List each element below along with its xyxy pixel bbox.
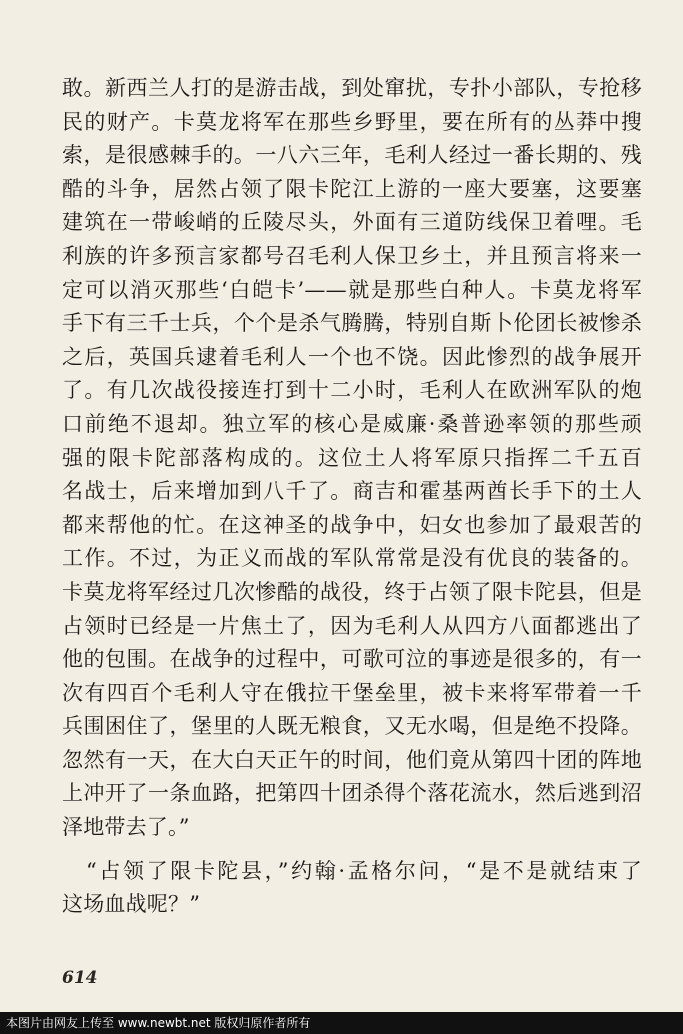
text-line: 敢。新西兰人打的是游击战，到处窜扰，专扑小部队，专抢移 xyxy=(62,76,642,100)
body-text xyxy=(62,72,642,922)
text-line: 索，是很感棘手的。一八六三年，毛利人经过一番长期的、残 xyxy=(62,143,642,168)
text-line: 利族的许多预言家都号召毛利人保卫乡土，并且预言将来一 xyxy=(62,243,642,268)
text-line: 次有四百个毛利人守在俄拉干堡垒里，被卡来将军带着一千 xyxy=(62,680,642,705)
text-line: 占领时已经是一片焦土了，因为毛利人从四方八面都逃出了 xyxy=(62,613,642,638)
text-line: 他的包围。在战争的过程中，可歌可泣的事迹是很多的，有一 xyxy=(62,647,642,672)
text-line: 卡莫龙将军经过几次惨酷的战役，终于占领了限卡陀县，但是 xyxy=(62,579,642,604)
text-line: 名战士，后来增加到八千了。商吉和霍基两酋长手下的土人 xyxy=(62,479,642,504)
text-line: 泽地带去了。” xyxy=(62,815,190,840)
watermark-banner: 本图片由网友上传至 www.newbt.net 版权归原作者所有 xyxy=(0,1012,683,1034)
text-line: 工作。不过，为正义而战的军队常常是没有优良的装备的。 xyxy=(62,546,642,571)
text-line: 忽然有一天，在大白天正午的时间，他们竟从第四十团的阵地 xyxy=(62,747,642,772)
paragraph-gap xyxy=(62,845,642,855)
text-line: 民的财产。卡莫龙将军在那些乡野里，要在所有的丛莽中搜 xyxy=(62,109,642,134)
text-line: 口前绝不退却。独立军的核心是威廉·桑普逊率领的那些顽 xyxy=(62,411,642,436)
text-line: 都来帮他的忙。在这神圣的战争中，妇女也参加了最艰苦的 xyxy=(62,512,642,537)
page-number: 614 xyxy=(62,968,98,988)
dialogue-line: “占领了限卡陀县，”约翰·孟格尔问，“是不是就结束了 xyxy=(86,858,642,883)
text-line: 酷的斗争，居然占领了限卡陀江上游的一座大要塞，这要塞 xyxy=(62,176,642,201)
text-line: 兵围困住了，堡里的人既无粮食，又无水喝，但是绝不投降。 xyxy=(62,714,642,739)
text-line: 了。有几次战役接连打到十二小时，毛利人在欧洲军队的炮 xyxy=(62,378,642,403)
text-line: 上冲开了一条血路，把第四十团杀得个落花流水，然后逃到沼 xyxy=(62,781,642,806)
text-line: 强的限卡陀部落构成的。这位土人将军原只指挥二千五百 xyxy=(62,445,642,470)
text-line: 建筑在一带峻峭的丘陵尽头，外面有三道防线保卫着哩。毛 xyxy=(62,210,642,235)
text-line: 定可以消灭那些‘白皑卡’——就是那些白种人。卡莫龙将军 xyxy=(62,277,642,302)
text-line: 之后，英国兵逮着毛利人一个也不饶。因此惨烈的战争展开 xyxy=(62,344,642,369)
dialogue-line: 这场血战呢？” xyxy=(62,892,201,917)
text-line: 手下有三千士兵，个个是杀气腾腾，特别自斯卜伦团长被惨杀 xyxy=(62,311,642,336)
